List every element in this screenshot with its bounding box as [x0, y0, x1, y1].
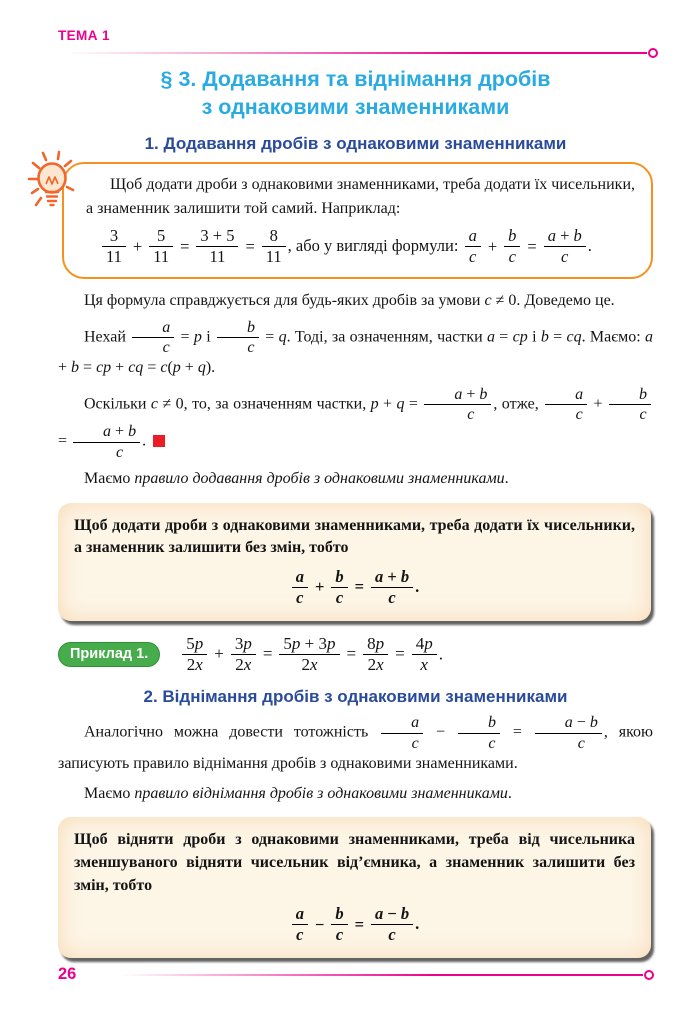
line-end-circle-icon	[644, 970, 654, 980]
math-text: Ця формула справджується для будь-яких дробів за умови c ≠ 0. Доведемо це.	[84, 292, 615, 309]
fraction: $\frac{5p}{2x}$	[182, 635, 207, 675]
math-operator: =	[354, 577, 365, 597]
fraction: $\frac{a}{c}$	[465, 227, 481, 266]
math-operator: =	[354, 914, 365, 934]
fraction: $\frac{a}{c}$	[292, 568, 308, 607]
paragraph-title	[58, 66, 653, 121]
math-text: .	[142, 432, 147, 450]
math-operator: +	[314, 577, 325, 597]
fraction: $\frac{8}{11}$	[262, 227, 286, 266]
math-operator: =	[527, 236, 537, 256]
fraction: $\frac{b}{c}$	[458, 714, 500, 752]
fraction: $\frac{3}{11}$	[102, 227, 126, 266]
lightbulb-icon	[24, 150, 80, 221]
fraction: $\frac{a + b}{c}$	[424, 386, 491, 424]
fraction: $\frac{5p + 3p}{2x}$	[279, 635, 339, 675]
math-text: Маємо	[84, 469, 135, 487]
fraction: $\frac{8p}{2x}$	[363, 635, 388, 675]
paragraph	[58, 467, 653, 491]
theme-label: ТЕМА 1	[58, 28, 110, 43]
title-line-2: з однаковими знаменниками	[201, 94, 510, 119]
math-text: .	[438, 644, 443, 664]
math-operator: =	[262, 644, 273, 664]
section-2-heading: 2. Віднімання дробів з однаковими знаменниками	[143, 687, 568, 707]
fraction: $\frac{a + b}{c}$	[73, 423, 140, 461]
math-text: Нехай	[84, 328, 131, 346]
page-header	[58, 28, 653, 121]
tip-box	[62, 162, 653, 279]
paragraph	[58, 714, 653, 775]
tip-formula	[86, 227, 635, 266]
math-operator: +	[132, 236, 143, 256]
math-text: +	[589, 395, 607, 413]
paragraph	[58, 289, 653, 313]
rule-formula	[74, 905, 635, 944]
section-1-heading: 1. Додавання дробів з однаковими знаменниками	[144, 134, 567, 154]
fraction: $\frac{a}{c}$	[292, 905, 308, 944]
math-text: =	[58, 432, 72, 450]
fraction: $\frac{b}{c}$	[504, 227, 520, 266]
math-text: .	[504, 469, 509, 487]
fraction: $\frac{a}{c}$	[132, 319, 174, 357]
page-footer	[58, 965, 653, 984]
fraction: $\frac{3 + 5}{11}$	[196, 227, 238, 266]
fraction: $\frac{4p}{x}$	[412, 635, 437, 675]
math-text: .	[415, 577, 420, 597]
fraction: $\frac{a}{c}$	[545, 386, 587, 424]
paragraph	[58, 386, 653, 461]
rule-formula	[74, 568, 635, 607]
math-operator: =	[180, 236, 190, 256]
math-text: Маємо	[84, 784, 135, 802]
math-text: −	[425, 723, 456, 741]
footer-divider	[120, 974, 643, 976]
example-formula	[180, 635, 443, 675]
math-text: , якою записують правило віднімання дробів з однаковими знаменниками.	[58, 723, 653, 772]
math-text: .	[415, 914, 420, 934]
tip-text: Щоб додати дроби з однаковими знаменниками, треба додати їх чисельники, а знаменник залишити той самий. Наприклад:	[86, 176, 635, 217]
end-of-proof-square-icon	[153, 435, 165, 447]
fraction: $\frac{b}{c}$	[331, 568, 347, 607]
fraction: $\frac{a - b}{c}$	[535, 714, 602, 752]
fraction: $\frac{a}{c}$	[381, 714, 423, 752]
rule-box-addition	[58, 503, 651, 621]
page-number: 26	[58, 965, 77, 983]
rule-box-subtraction	[58, 817, 651, 958]
fraction: $\frac{b}{c}$	[331, 905, 347, 944]
math-operator: +	[214, 644, 224, 664]
math-operator: +	[487, 236, 498, 256]
paragraph	[58, 782, 653, 806]
example-badge: Приклад 1.	[58, 642, 160, 667]
fraction: $\frac{a + b}{c}$	[544, 227, 586, 266]
fraction: $\frac{3p}{2x}$	[231, 635, 256, 675]
math-text: Оскільки c ≠ 0, то, за означенням частки, p + q =	[84, 395, 423, 413]
fraction: $\frac{a + b}{c}$	[371, 568, 413, 607]
example-row	[58, 635, 653, 675]
math-operator: =	[245, 236, 255, 256]
rule-text: Щоб додати дроби з однаковими знаменниками, треба додати їх чисельники, а знаменник залишити без змін, тобто	[74, 516, 635, 557]
math-text: , або у вигляді формули:	[287, 236, 463, 256]
fraction: $\frac{a - b}{c}$	[371, 905, 413, 944]
math-text: .	[587, 236, 592, 256]
italic-text: правило додавання дробів з однаковими знаменниками	[134, 469, 505, 487]
math-text: = p і	[176, 328, 215, 346]
math-operator: −	[314, 914, 325, 934]
math-text: .	[507, 784, 512, 802]
italic-text: правило віднімання дробів з однаковими знаменниками	[134, 784, 508, 802]
math-text: Аналогічно можна довести тотожність	[84, 723, 380, 741]
fraction: $\frac{5}{11}$	[149, 227, 173, 266]
math-operator: =	[346, 644, 357, 664]
fraction: $\frac{b}{c}$	[609, 386, 651, 424]
math-text: =	[501, 723, 533, 741]
fraction: $\frac{b}{c}$	[217, 319, 259, 357]
rule-text: Щоб відняти дроби з однаковими знаменниками, треба від чисельника зменшуваного відняти чисельник від’ємника, а знаменник залишити без змін, тобто	[74, 831, 635, 894]
math-text: , отже,	[493, 395, 544, 413]
header-divider	[64, 52, 647, 54]
math-operator: =	[395, 644, 405, 664]
line-end-circle-icon	[648, 48, 658, 58]
paragraph	[58, 319, 653, 380]
title-line-1: § 3. Додавання та віднімання дробів	[160, 67, 551, 91]
math-text: = q. Тоді, за означенням, частки a = cp і b = cq. Маємо: a + b = cp + cq = c(p + q).	[58, 328, 653, 377]
